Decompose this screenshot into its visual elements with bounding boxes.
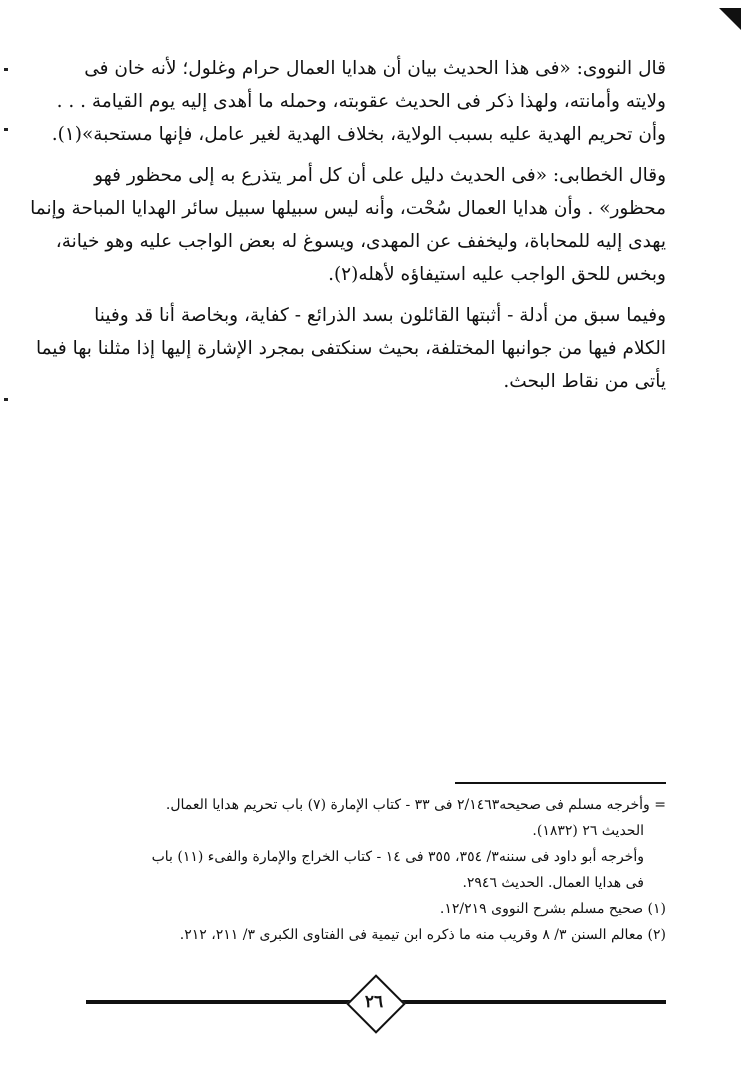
corner-mark [719, 8, 741, 30]
footnote-separator [455, 782, 666, 784]
footnote-line: الحديث ٢٦ (١٨٣٢). [532, 823, 644, 839]
paragraph [51, 52, 666, 151]
footnotes [92, 792, 666, 948]
text-line: محظور» . وأن هدايا العمال سُحْت، وأنه ليس سبيلها سبيل سائر الهدايا المباحة وإنما [30, 198, 666, 219]
edge-mark [4, 398, 8, 401]
text-line: وفيما سبق من أدلة - أثبتها القائلون بسد الذرائع - كفاية، وبخاصة أنا قد وفينا [94, 305, 666, 326]
text-line: يهدى إليه للمحاباة، وليخفف عن المهدى، ويسوغ له بعض الواجب عليه وهو خيانة، [55, 231, 666, 252]
text-line: وقال الخطابى: «فى الحديث دليل على أن كل أمر يتذرع به إلى محظور فهو [94, 165, 666, 186]
text-line: يأتى من نقاط البحث. [503, 371, 666, 392]
footnote-line: (٢) معالم السنن ٣/ ٨ وقريب منه ما ذكره ابن تيمية فى الفتاوى الكبرى ٣/ ٢١١، ٢١٢. [179, 927, 666, 943]
footnote-line: = وأخرجه مسلم فى صحيحه٢/١٤٦٣ فى ٣٣ - كتاب الإمارة (٧) باب تحريم هدايا العمال. [165, 797, 666, 813]
edge-mark [4, 128, 8, 131]
footnote-line: فى هدايا العمال. الحديث ٢٩٤٦. [462, 875, 644, 891]
footnote-line: (١) صحيح مسلم بشرح النووى ١٢/٢١٩. [439, 901, 666, 917]
edge-mark [4, 68, 8, 71]
paragraph [30, 159, 666, 291]
footnote-line: وأخرجه أبو داود فى سننه٣/ ٣٥٤، ٣٥٥ فى ١٤ - كتاب الخراج والإمارة والفىء (١١) باب [151, 849, 644, 865]
text-line: ولايته وأمانته، ولهذا ذكر فى الحديث عقوبته، وحمله ما أهدى إليه يوم القيامة . . . [56, 91, 666, 112]
text-line: الكلام فيها من جوانبها المختلفة، بحيث سنكتفى بمجرد الإشارة إليها إذا مثلنا بها فيما [35, 338, 666, 359]
bottom-rule-right [398, 1000, 666, 1004]
text-line: وأن تحريم الهدية عليه بسبب الولاية، بخلاف الهدية لغير عامل، فإنها مستحبة»(١). [51, 124, 666, 145]
text-line: وبخس للحق الواجب عليه استيفاؤه لأهله(٢). [328, 264, 666, 285]
text-line: قال النووى: «فى هذا الحديث بيان أن هدايا العمال حرام وغلول؛ لأنه خان فى [84, 58, 666, 79]
body-text [30, 52, 666, 406]
bottom-rule-left [86, 1000, 350, 1004]
page-number: ٢٦ [364, 992, 384, 1012]
paragraph [35, 299, 666, 398]
